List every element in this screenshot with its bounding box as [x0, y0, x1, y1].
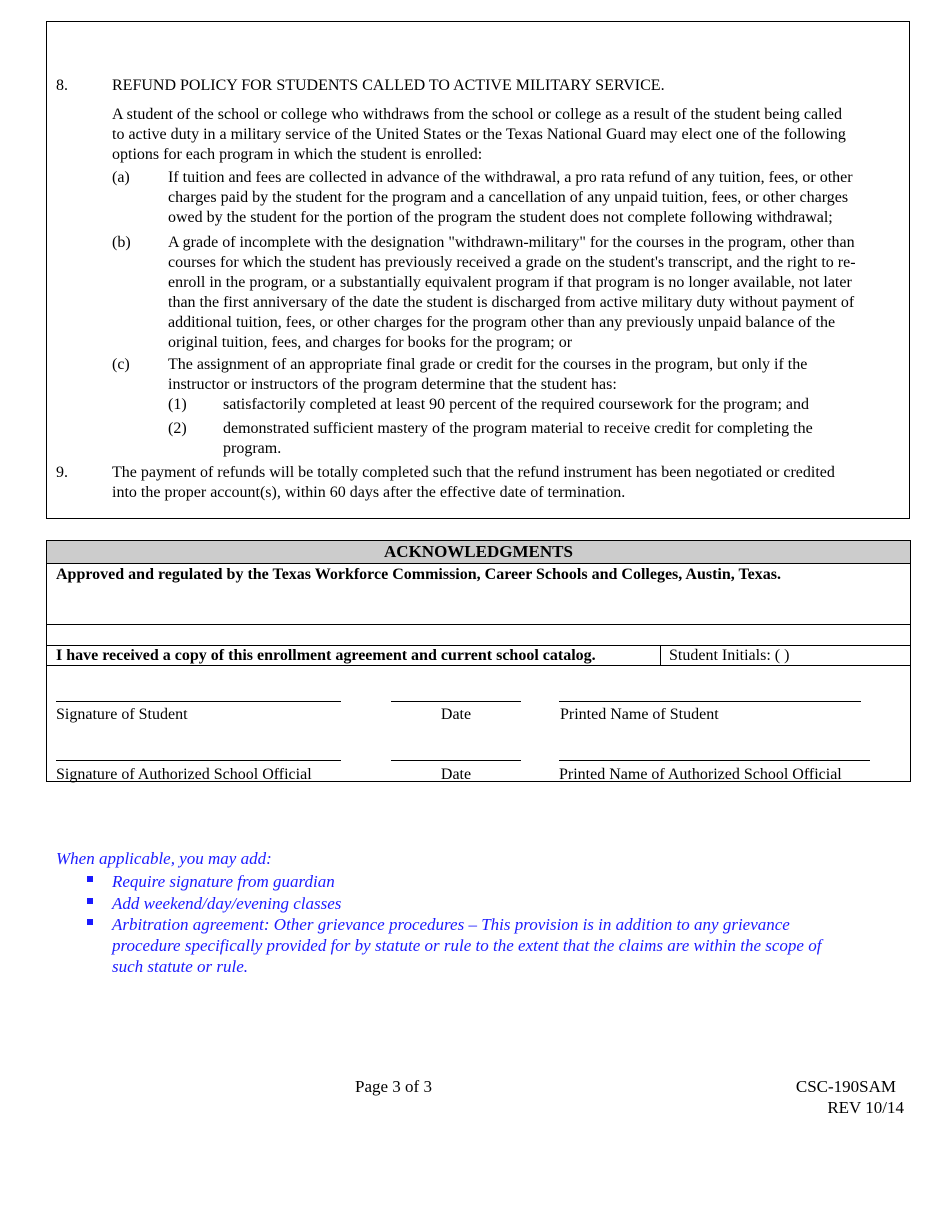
option-b-text: A grade of incomplete with the designation "withdrawn-military" for the courses in the program, other than courses for which the student has previously received a grade on the student's transcript, and the right to re- enroll in the program, or a substantially equivalent program if that program is no longer available, not later than the first anniversary of the date the student is discharged from active military duty without payment of additional tuition, fees, or other charges for the program other than any previously unpaid balance of the original tuition, fees, and charges for books for the program; or [168, 234, 856, 351]
note-item: Add weekend/day/evening classes [112, 894, 342, 913]
bullet-icon [87, 898, 93, 904]
acknowledgments-header: ACKNOWLEDGMENTS [47, 541, 910, 564]
sub-option-2-label: (2) [168, 420, 187, 437]
sub-option-2-text: demonstrated sufficient mastery of the program material to receive credit for completing the program. [223, 420, 813, 457]
signature-of-student-label: Signature of Student [56, 706, 188, 723]
student-initials-field[interactable]: Student Initials: ( ) [669, 647, 790, 664]
section-9-number: 9. [56, 464, 68, 481]
notes-heading: When applicable, you may add: [56, 849, 272, 868]
date-label: Date [440, 766, 472, 783]
student-printed-name-line[interactable] [559, 701, 861, 702]
section-8-intro: A student of the school or college who withdraws from the school or college as a result of the student being called to active duty in a military service of the United States or the Texas National Guard may elect one of the following options for each program in which the student is enrolled: [112, 106, 846, 163]
printed-name-student-label: Printed Name of Student [560, 706, 719, 723]
page-number: Page 3 of 3 [355, 1077, 432, 1096]
sub-option-1-label: (1) [168, 396, 187, 413]
signature-of-official-label: Signature of Authorized School Official [56, 766, 312, 783]
approved-regulated-text: Approved and regulated by the Texas Workforce Commission, Career Schools and Colleges, Austin, Texas. [56, 566, 781, 583]
printed-name-official-label: Printed Name of Authorized School Official [559, 766, 842, 783]
note-item: Arbitration agreement: Other grievance procedures – This provision is in addition to any grievance procedure specifically provided for by statute or rule to the extent that the claims are within the scope of such statute or rule. [112, 915, 822, 976]
section-8-number: 8. [56, 77, 68, 94]
option-b-label: (b) [112, 234, 131, 251]
sub-option-1-text: satisfactorily completed at least 90 percent of the required coursework for the program; and [223, 396, 809, 413]
bullet-icon [87, 919, 93, 925]
official-printed-name-line[interactable] [559, 760, 870, 761]
student-signature-line[interactable] [56, 701, 341, 702]
official-date-line[interactable] [391, 760, 521, 761]
option-a-text: If tuition and fees are collected in advance of the withdrawal, a pro rata refund of any tuition, fees, or other charges paid by the student for the program and a cancellation of any unpaid tuition, fees, or other charges owed by the student for the portion of the program the student does not complete following withdrawal; [168, 169, 853, 226]
table-divider-vertical [660, 645, 661, 665]
section-9-text: The payment of refunds will be totally completed such that the refund instrument has been negotiated or credited into the proper account(s), within 60 days after the effective date of termination. [112, 464, 835, 501]
option-c-text: The assignment of an appropriate final grade or credit for the courses in the program, but only if the instructor or instructors of the program determine that the student has: [168, 356, 808, 393]
section-8-title: REFUND POLICY FOR STUDENTS CALLED TO ACTIVE MILITARY SERVICE. [112, 77, 665, 94]
received-copy-text: I have received a copy of this enrollment agreement and current school catalog. [56, 647, 596, 664]
form-revision: REV 10/14 [827, 1098, 904, 1117]
option-c-label: (c) [112, 356, 130, 373]
official-signature-line[interactable] [56, 760, 341, 761]
option-a-label: (a) [112, 169, 130, 186]
note-item: Require signature from guardian [112, 872, 335, 891]
form-id: CSC-190SAM [795, 1077, 896, 1096]
bullet-icon [87, 876, 93, 882]
student-date-line[interactable] [391, 701, 521, 702]
table-divider [47, 624, 910, 625]
date-label: Date [440, 706, 472, 723]
